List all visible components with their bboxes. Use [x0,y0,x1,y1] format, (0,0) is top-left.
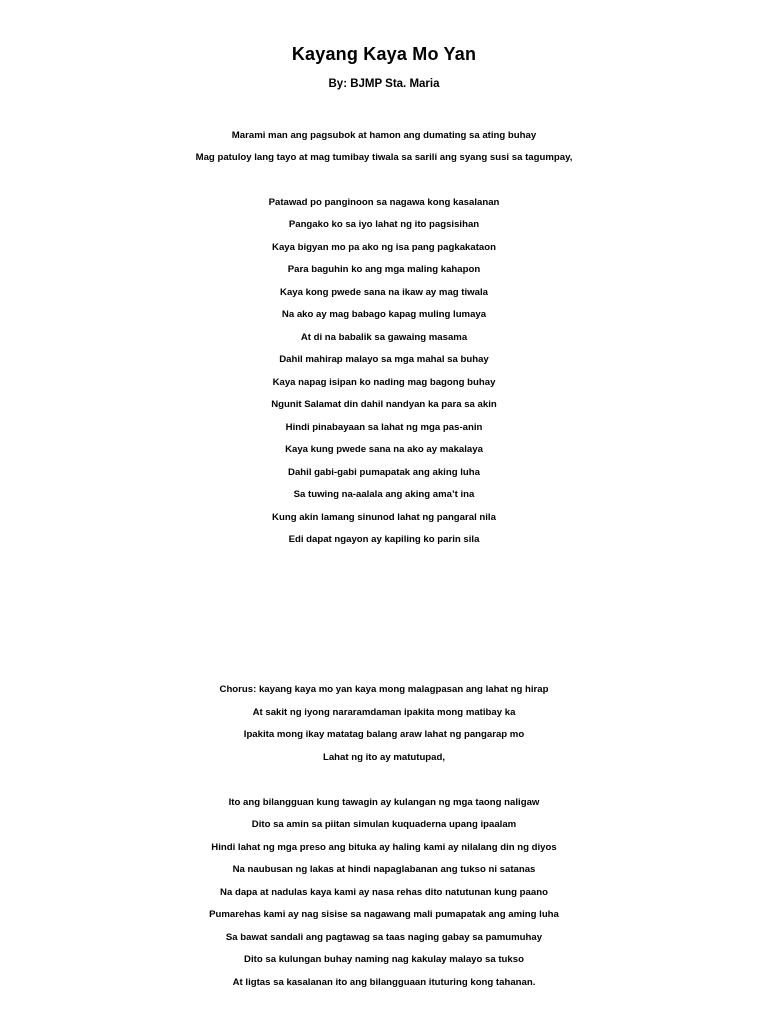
chorus-line: Ipakita mong ikay matatag balang araw lahat ng pangarap mo [243,729,525,740]
verse-line: Edi dapat ngayon ay kapiling ko parin sila [288,534,480,545]
verse-line: At ligtas sa kasalanan ito ang bilangguaan ituturing kong tahanan. [232,977,536,988]
verse-line: Dito sa kulungan buhay naming nag kakulay malayo sa tukso [244,954,524,965]
intro-line: Marami man ang pagsubok at hamon ang dumating sa ating buhay [231,130,537,141]
verse-line: Kung akin lamang sinunod lahat ng pangaral nila [272,512,496,523]
chorus-line: Lahat ng ito ay matutupad, [322,752,446,763]
document-title: Kayang Kaya Mo Yan [291,44,477,64]
verse-line: Dito sa amin sa piitan simulan kuquaderna upang ipaalam [251,819,517,830]
verse-line: Kaya kung pwede sana na ako ay makalaya [285,444,483,455]
verse-line: Na naubusan ng lakas at hindi napaglabanan ang tukso ni satanas [232,864,536,875]
verse-line: Sa bawat sandali ang pagtawag sa taas naging gabay sa pamumuhay [225,932,543,943]
verse-line: Dahil gabi-gabi pumapatak ang aking luha [288,467,480,478]
verse-line: Kaya kong pwede sana na ikaw ay mag tiwala [280,287,488,298]
verse-line: At di na babalik sa gawaing masama [300,332,468,343]
verse-line: Ngunit Salamat din dahil nandyan ka para sa akin [271,399,497,410]
chorus-line: Chorus: kayang kaya mo yan kaya mong malagpasan ang lahat ng hirap [219,684,549,695]
verse-line: Kaya napag isipan ko nading mag bagong buhay [272,377,496,388]
verse-line: Na ako ay mag babago kapag muling lumaya [281,309,487,320]
verse-line: Sa tuwing na-aalala ang aking ama’t ina [293,489,475,500]
verse-line: Pumarehas kami ay nag sisise sa nagawang mali pumapatak ang aming luha [209,909,559,920]
intro-line: Mag patuloy lang tayo at mag tumibay tiwala sa sarili ang syang susi sa tagumpay, [195,152,573,163]
verse-line: Pangako ko sa iyo lahat ng ito pagsisihan [288,219,480,230]
verse-line: Patawad po panginoon sa nagawa kong kasalanan [268,197,500,208]
verse-line: Hindi pinabayaan sa lahat ng mga pas-anin [285,422,483,433]
verse-line: Hindi lahat ng mga preso ang bituka ay haling kami ay nilalang din ng diyos [211,842,557,853]
verse-line: Para baguhin ko ang mga maling kahapon [287,264,481,275]
verse-line: Na dapa at nadulas kaya kami ay nasa rehas dito natutunan kung paano [220,887,548,898]
document-byline: By: BJMP Sta. Maria [328,78,440,90]
verse-line: Ito ang bilangguan kung tawagin ay kulangan ng mga taong naligaw [228,797,540,808]
chorus-line: At sakit ng iyong nararamdaman ipakita mong matibay ka [252,707,516,718]
verse-line: Kaya bigyan mo pa ako ng isa pang pagkakataon [272,242,496,253]
verse-line: Dahil mahirap malayo sa mga mahal sa buhay [279,354,489,365]
